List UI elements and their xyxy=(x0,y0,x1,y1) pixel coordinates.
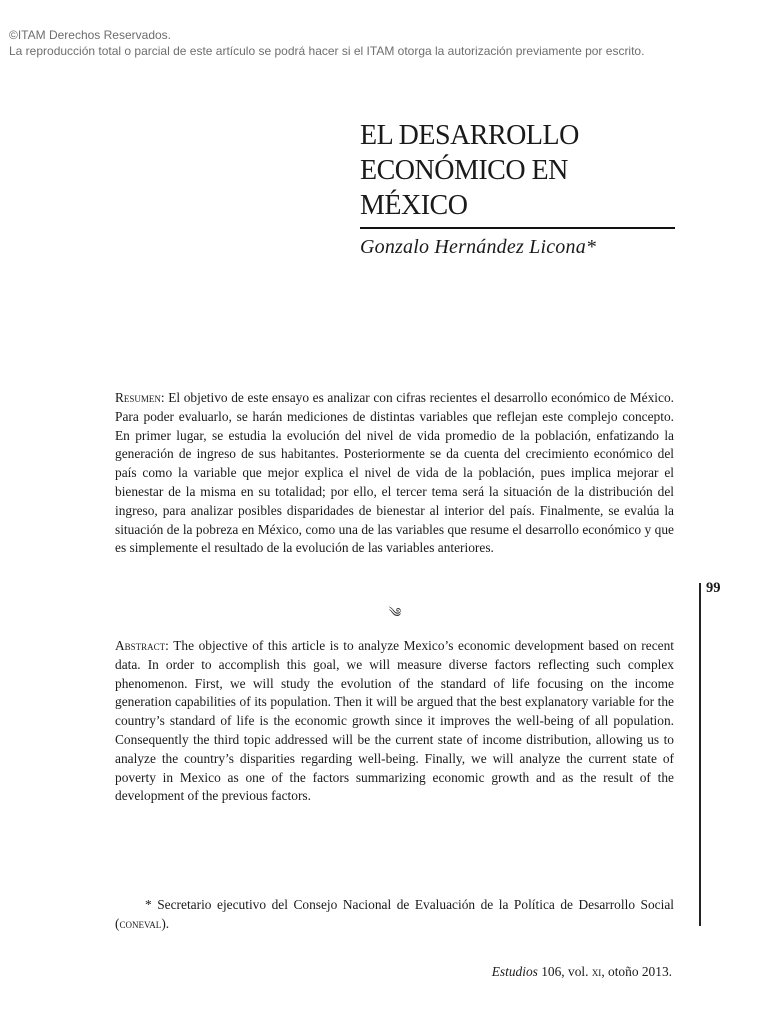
resumen-label: Resumen: xyxy=(115,390,165,405)
footnote-acronym: coneval xyxy=(119,915,162,931)
side-rule xyxy=(699,583,701,926)
resumen-text: El objetivo de este ensayo es analizar con cifras recientes el desarrollo económico de México. Para poder evaluarlo, se harán mediciones de distintas variables que reflejan este complejo concepto. En primer lugar, se estudia la evolución del nivel de vida promedio de la población, enfatizando la generación de ingreso de sus habitantes. Posteriormente se da cuenta del crecimiento económico del país como la variable que mejor explica el nivel de vida de la población, pues implica mejorar el bienestar de la misma en su totalidad; por ello, el tercer tema será la situación de la distribución del ingreso, para analizar posibles disparidades de bienestar al interior del país. Finalmente, se evalúa la situación de la pobreza en México, como una de las variables que resume el desarrollo económico y que es simplemente el resultado de la evolución de las variables anteriores. xyxy=(115,390,674,556)
journal-issue: 106, vol. xyxy=(537,964,592,979)
journal-date: , otoño 2013. xyxy=(601,964,672,979)
footnote-marker: * xyxy=(145,897,152,912)
abstract-label: Abstract: xyxy=(115,638,169,653)
article-title xyxy=(360,118,675,223)
copyright-line-2: La reproducción total o parcial de este artículo se podrá hacer si el ITAM otorga la autorización previamente por escrito. xyxy=(9,44,645,58)
page-number: 99 xyxy=(706,580,721,596)
footnote xyxy=(115,896,674,933)
ornament-divider: ༄ xyxy=(388,605,402,620)
footnote-text-after: ). xyxy=(161,915,170,931)
journal-citation xyxy=(492,964,672,980)
title-block xyxy=(360,118,675,261)
copyright-notice xyxy=(9,27,644,59)
abstract-text: The objective of this article is to analyze Mexico’s economic development based on recent data. In order to accomplish this goal, we will measure diverse factors reflecting such complex phenomenon. First, we will study the evolution of the standard of life focusing on the income generation capabilities of its population. Then it will be argued that the best explanatory variable for the country’s standard of life is the economic growth since it improves the well-being of all population. Consequently the third topic addressed will be the current state of income distribution, allowing us to analyze the country’s disparities regarding well-being. Finally, we will analyze the current state of poverty in Mexico as one of the factors summarizing economic growth and as the result of the development of the previous factors. xyxy=(115,638,674,804)
journal-volume: xi xyxy=(591,964,602,979)
title-rule xyxy=(360,227,675,229)
title-line-1: EL DESARROLLO xyxy=(360,120,579,151)
title-line-3: MÉXICO xyxy=(360,190,468,221)
journal-name: Estudios xyxy=(491,964,538,979)
title-line-2: ECONÓMICO EN xyxy=(360,155,568,186)
author-name: Gonzalo Hernández Licona* xyxy=(360,236,597,258)
abstract-paragraph xyxy=(115,637,674,806)
resumen-paragraph xyxy=(115,389,674,558)
footnote-text-before: Secretario ejecutivo del Consejo Nacional de Evaluación de la Política de Desarrollo Social ( xyxy=(115,897,674,931)
copyright-line-1: ©ITAM Derechos Reservados. xyxy=(9,28,172,42)
